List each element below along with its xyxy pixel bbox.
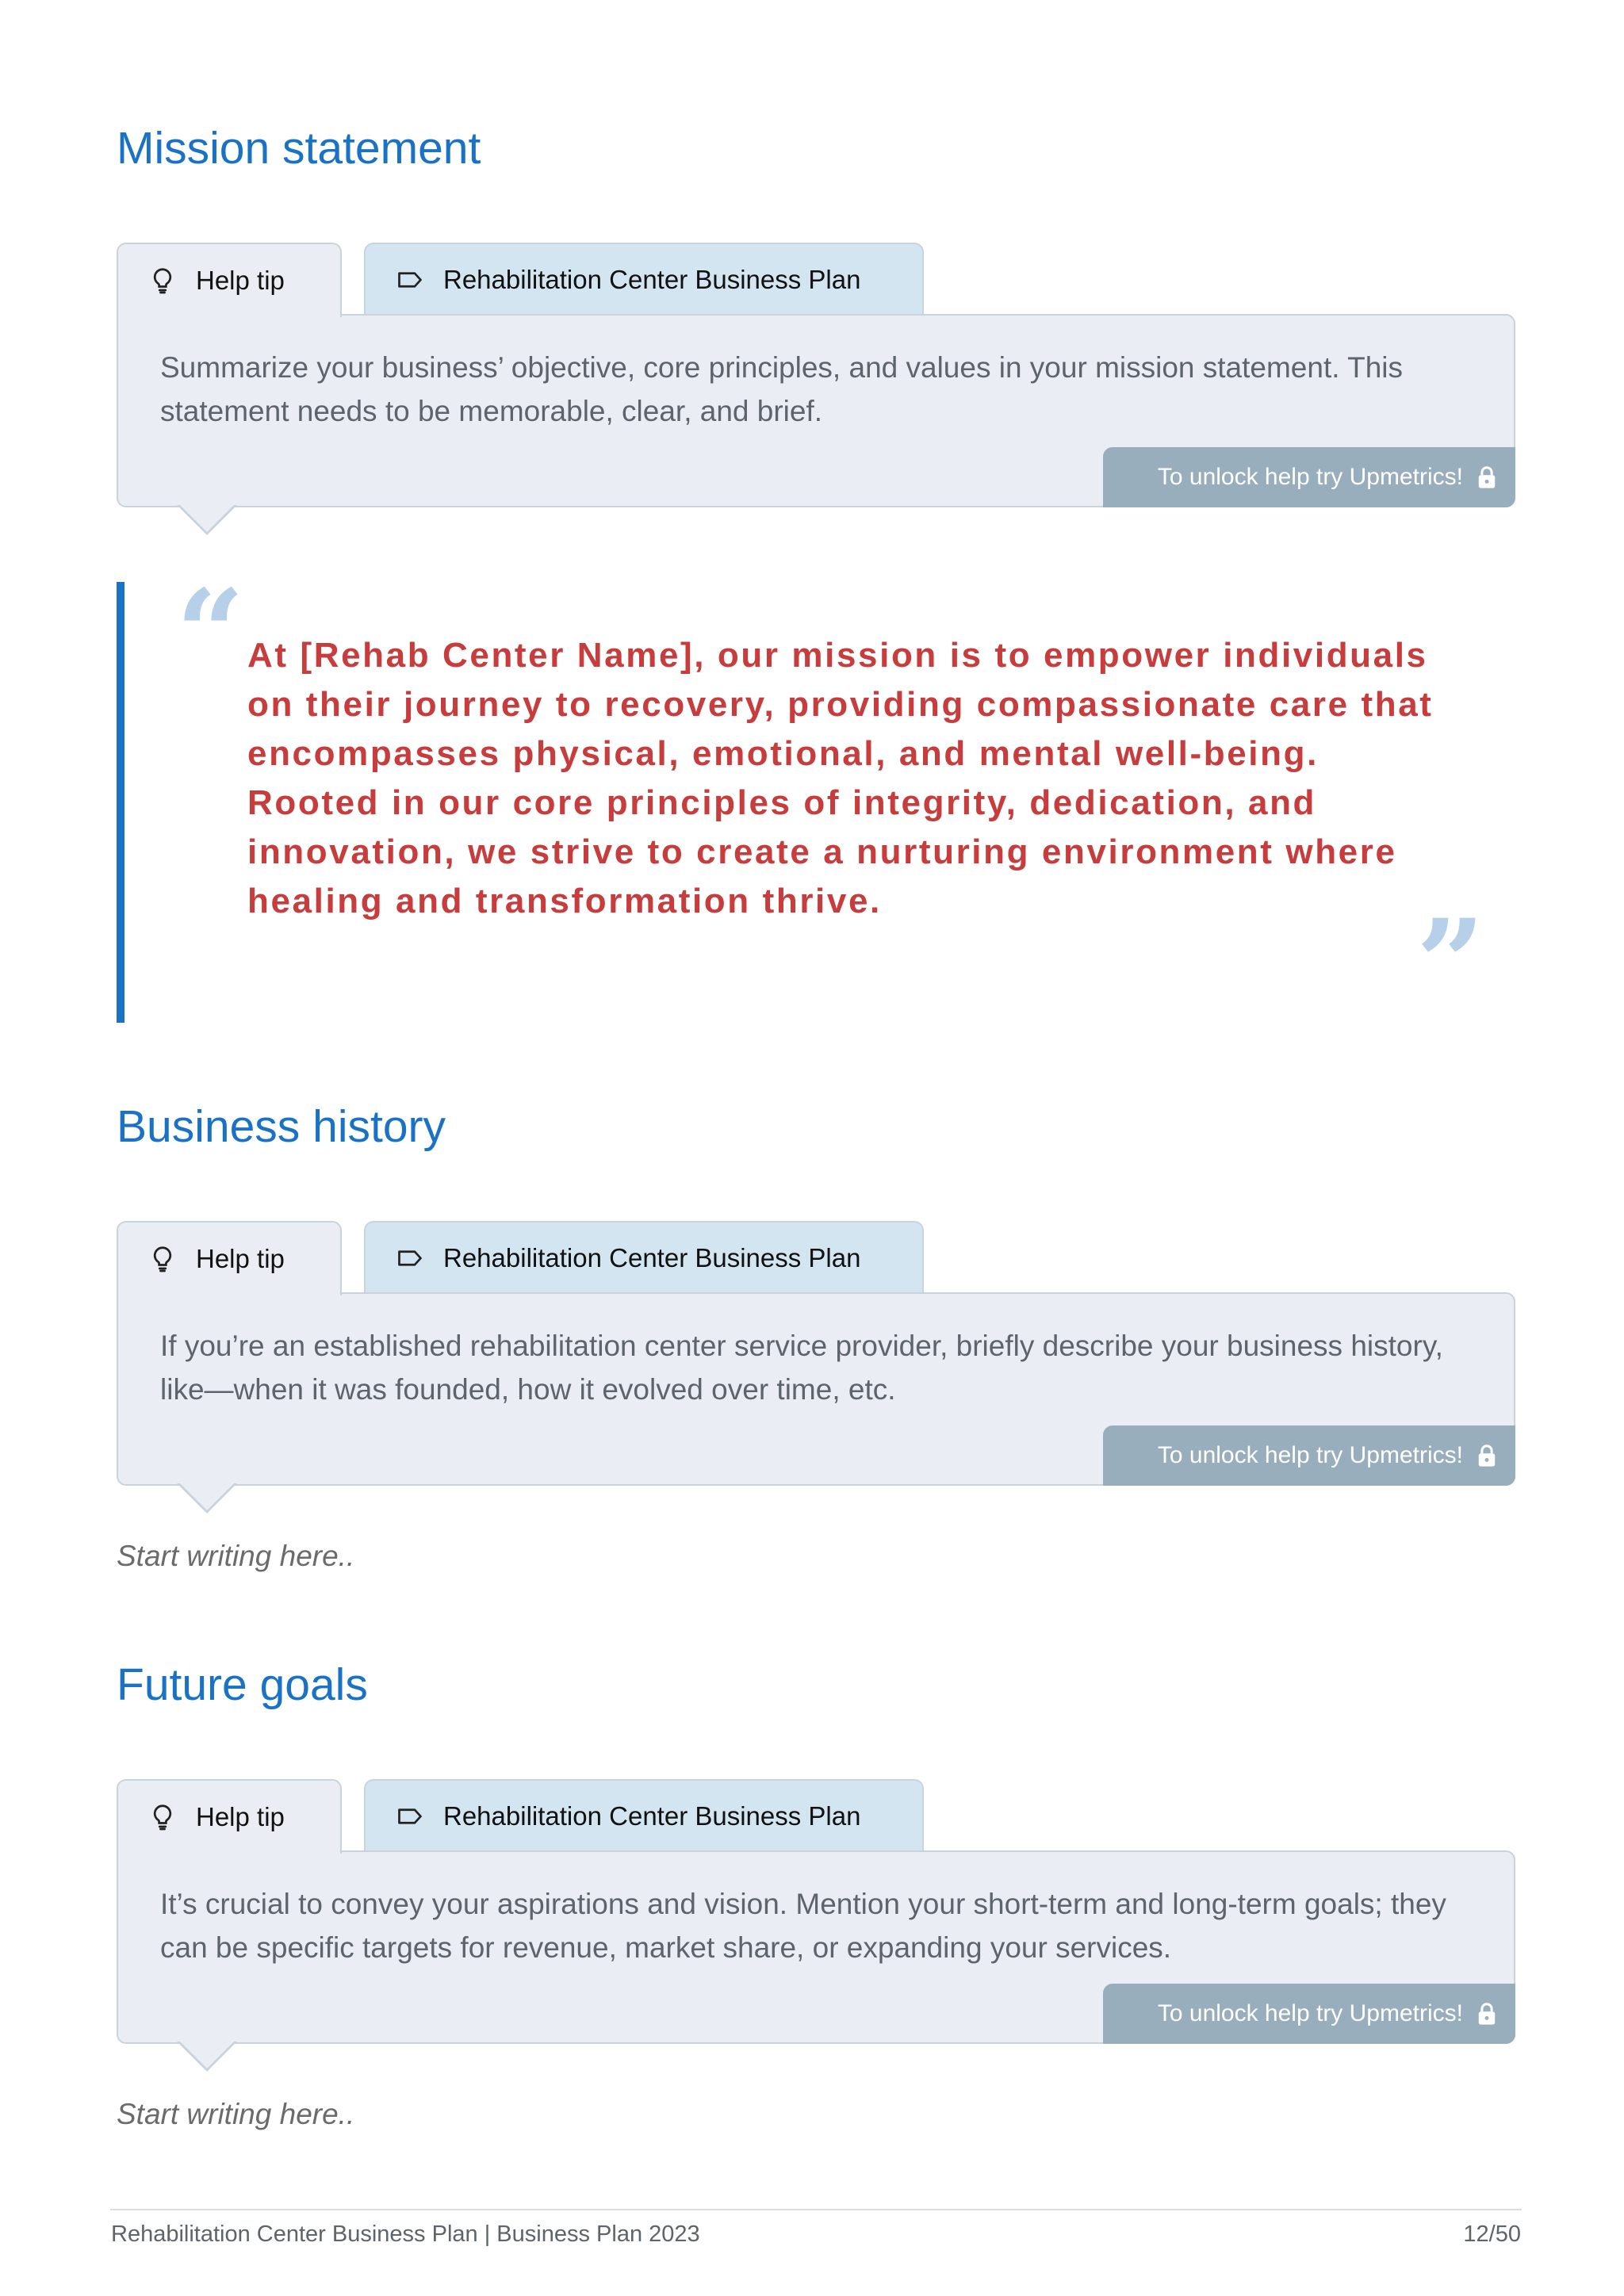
- help-tip-text: Summarize your business’ objective, core principles, and values in your mission statement. This statement needs to be memorable, clear, and brief.: [160, 351, 1404, 427]
- business-history-input-placeholder[interactable]: Start writing here..: [117, 1540, 355, 1572]
- help-tip-body: [117, 1292, 1515, 1486]
- help-tip-pointer: [177, 2042, 237, 2072]
- footer-divider: [110, 2209, 1522, 2210]
- lock-icon: [1476, 2002, 1498, 2026]
- tab-business-plan-label: Rehabilitation Center Business Plan: [443, 1801, 861, 1831]
- lightbulb-icon: [148, 1803, 177, 1831]
- help-tip-body: [117, 1850, 1515, 2044]
- lock-icon: [1476, 1444, 1498, 1468]
- tab-business-plan[interactable]: [364, 243, 924, 316]
- footer-page-number: 12/50: [1463, 2221, 1521, 2247]
- help-tip-box-goals: [117, 1779, 1515, 2041]
- tab-business-plan-label: Rehabilitation Center Business Plan: [443, 1243, 861, 1272]
- help-tip-pointer: [177, 1483, 237, 1513]
- mission-quote-text: At [Rehab Center Name], our mission is to empower individuals on their journey to recovery, providing compassionate care that encompasses physical, emotional, and mental well-being. Rooted in our core principles of integrity, dedication, and innovation, we strive to create a nurturing environment where healing and transformation thrive.: [247, 636, 1434, 920]
- lock-icon: [1476, 465, 1498, 489]
- tab-help-tip[interactable]: [117, 1221, 342, 1295]
- tag-icon: [396, 266, 424, 294]
- tab-business-plan[interactable]: [364, 1221, 924, 1294]
- unlock-help-button[interactable]: [1103, 1425, 1515, 1486]
- open-quote-icon: “: [176, 564, 245, 703]
- tab-help-tip-label: Help tip: [196, 1244, 285, 1273]
- lightbulb-icon: [148, 1245, 177, 1273]
- close-quote-icon: ”: [1416, 894, 1485, 1033]
- help-tip-box-history: [117, 1221, 1515, 1483]
- tab-help-tip[interactable]: [117, 243, 342, 317]
- future-goals-input-placeholder[interactable]: Start writing here..: [117, 2098, 355, 2130]
- unlock-help-label: To unlock help try Upmetrics!: [1157, 2000, 1463, 2026]
- tag-icon: [396, 1244, 424, 1272]
- section-title-business-history: Business history: [117, 1101, 446, 1152]
- tab-business-plan[interactable]: [364, 1779, 924, 1852]
- section-title-future-goals: Future goals: [117, 1659, 368, 1710]
- tag-icon: [396, 1802, 424, 1831]
- tab-help-tip-label: Help tip: [196, 266, 285, 295]
- tab-business-plan-label: Rehabilitation Center Business Plan: [443, 265, 861, 294]
- help-tip-pointer: [177, 505, 237, 535]
- unlock-help-label: To unlock help try Upmetrics!: [1157, 1442, 1463, 1468]
- quote-accent-bar: [117, 582, 124, 1023]
- help-tip-text: If you’re an established rehabilitation center service provider, briefly describe your business history, like—when it was founded, how it evolved over time, etc.: [160, 1330, 1443, 1406]
- help-tip-box-mission: [117, 243, 1515, 504]
- unlock-help-button[interactable]: [1103, 1984, 1515, 2044]
- tab-help-tip[interactable]: [117, 1779, 342, 1854]
- section-title-mission-statement: Mission statement: [117, 123, 481, 174]
- unlock-help-label: To unlock help try Upmetrics!: [1157, 464, 1463, 490]
- help-tip-text: It’s crucial to convey your aspirations and vision. Mention your short-term and long-term goals; they can be specific targets for revenue, market share, or expanding your services.: [160, 1888, 1446, 1964]
- footer-document-title: Rehabilitation Center Business Plan | Business Plan 2023: [111, 2221, 700, 2247]
- help-tip-body: [117, 314, 1515, 507]
- tab-help-tip-label: Help tip: [196, 1802, 285, 1831]
- unlock-help-button[interactable]: [1103, 447, 1515, 507]
- lightbulb-icon: [148, 266, 177, 295]
